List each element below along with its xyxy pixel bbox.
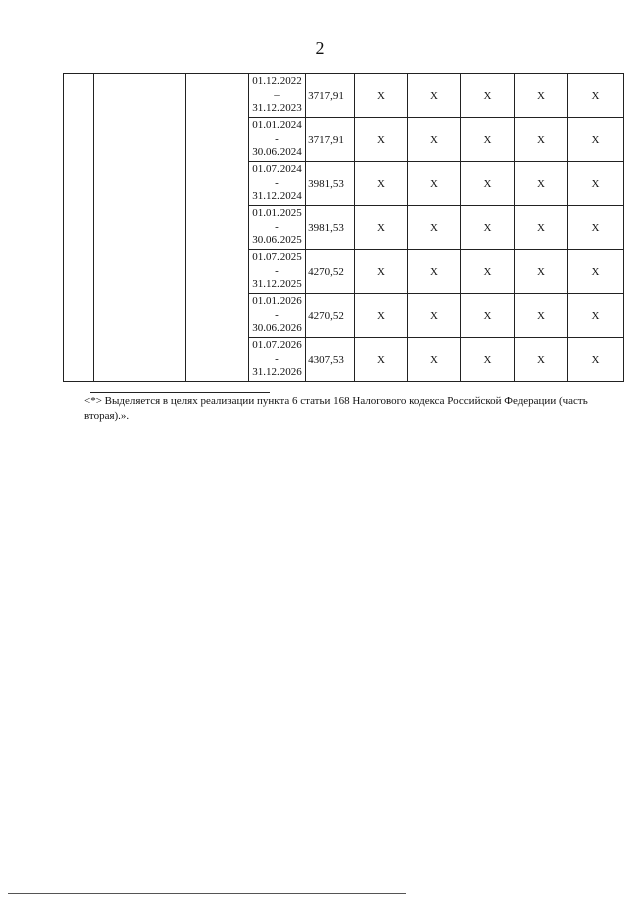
- mark-cell: X: [461, 250, 515, 294]
- period-dash: -: [275, 264, 279, 277]
- period-cell: [249, 118, 306, 162]
- period-start: 01.01.2026: [252, 295, 302, 308]
- period-end: 30.06.2025: [252, 234, 302, 247]
- mark-cell: X: [355, 294, 408, 338]
- mark-cell: X: [515, 118, 568, 162]
- period-start: 01.07.2025: [252, 251, 302, 264]
- blank-cell-2: [94, 74, 186, 382]
- period-end: 31.12.2023: [252, 102, 302, 115]
- page-number: 2: [315, 38, 325, 58]
- footnote: <*> Выделяется в целях реализации пункта 6 статьи 168 Налогового кодекса Российской Федерации (часть вторая).».: [84, 395, 588, 422]
- blank-cell-1: [64, 74, 94, 382]
- period-end: 31.12.2025: [252, 278, 302, 291]
- mark-cell: X: [408, 74, 461, 118]
- period-start: 01.01.2024: [252, 119, 302, 132]
- mark-cell: X: [461, 206, 515, 250]
- mark-cell: X: [355, 338, 408, 382]
- period-start: 01.07.2026: [252, 339, 302, 352]
- mark-cell: X: [408, 118, 461, 162]
- mark-cell: X: [515, 294, 568, 338]
- mark-cell: X: [568, 118, 624, 162]
- mark-cell: X: [568, 294, 624, 338]
- mark-cell: X: [355, 162, 408, 206]
- mark-cell: X: [461, 294, 515, 338]
- mark-cell: X: [515, 74, 568, 118]
- period-end: 31.12.2026: [252, 366, 302, 379]
- table-body: [64, 74, 624, 382]
- price-cell: 3981,53: [306, 162, 355, 206]
- mark-cell: X: [568, 74, 624, 118]
- footnote-divider: [90, 392, 270, 393]
- mark-cell: X: [461, 74, 515, 118]
- period-end: 30.06.2024: [252, 146, 302, 159]
- period-dash: -: [275, 132, 279, 145]
- price-cell: 3981,53: [306, 206, 355, 250]
- period-dash: -: [275, 220, 279, 233]
- period-dash: -: [275, 176, 279, 189]
- mark-cell: X: [355, 206, 408, 250]
- mark-cell: X: [355, 74, 408, 118]
- period-cell: [249, 162, 306, 206]
- period-start: 01.12.2022: [252, 75, 302, 88]
- mark-cell: X: [515, 338, 568, 382]
- price-cell: 4270,52: [306, 294, 355, 338]
- period-cell: [249, 250, 306, 294]
- mark-cell: X: [461, 338, 515, 382]
- mark-cell: X: [355, 118, 408, 162]
- period-dash: -: [275, 352, 279, 365]
- period-cell: [249, 338, 306, 382]
- mark-cell: X: [408, 338, 461, 382]
- tariff-table: [63, 73, 624, 382]
- table-row: [64, 74, 624, 118]
- scan-bottom-rule: [8, 893, 406, 894]
- mark-cell: X: [568, 338, 624, 382]
- mark-cell: X: [515, 162, 568, 206]
- mark-cell: X: [568, 162, 624, 206]
- period-start: 01.07.2024: [252, 163, 302, 176]
- mark-cell: X: [408, 294, 461, 338]
- blank-cell-3: [186, 74, 249, 382]
- period-dash: -: [275, 308, 279, 321]
- mark-cell: X: [461, 118, 515, 162]
- mark-cell: X: [355, 250, 408, 294]
- mark-cell: X: [515, 250, 568, 294]
- mark-cell: X: [515, 206, 568, 250]
- period-end: 31.12.2024: [252, 190, 302, 203]
- period-cell: [249, 206, 306, 250]
- period-dash: –: [274, 88, 280, 101]
- mark-cell: X: [408, 250, 461, 294]
- mark-cell: X: [408, 162, 461, 206]
- period-start: 01.01.2025: [252, 207, 302, 220]
- price-cell: 4307,53: [306, 338, 355, 382]
- mark-cell: X: [568, 206, 624, 250]
- mark-cell: X: [408, 206, 461, 250]
- period-cell: [249, 294, 306, 338]
- price-cell: 3717,91: [306, 118, 355, 162]
- mark-cell: X: [568, 250, 624, 294]
- price-cell: 4270,52: [306, 250, 355, 294]
- period-cell: [249, 74, 306, 118]
- mark-cell: X: [461, 162, 515, 206]
- price-cell: 3717,91: [306, 74, 355, 118]
- period-end: 30.06.2026: [252, 322, 302, 335]
